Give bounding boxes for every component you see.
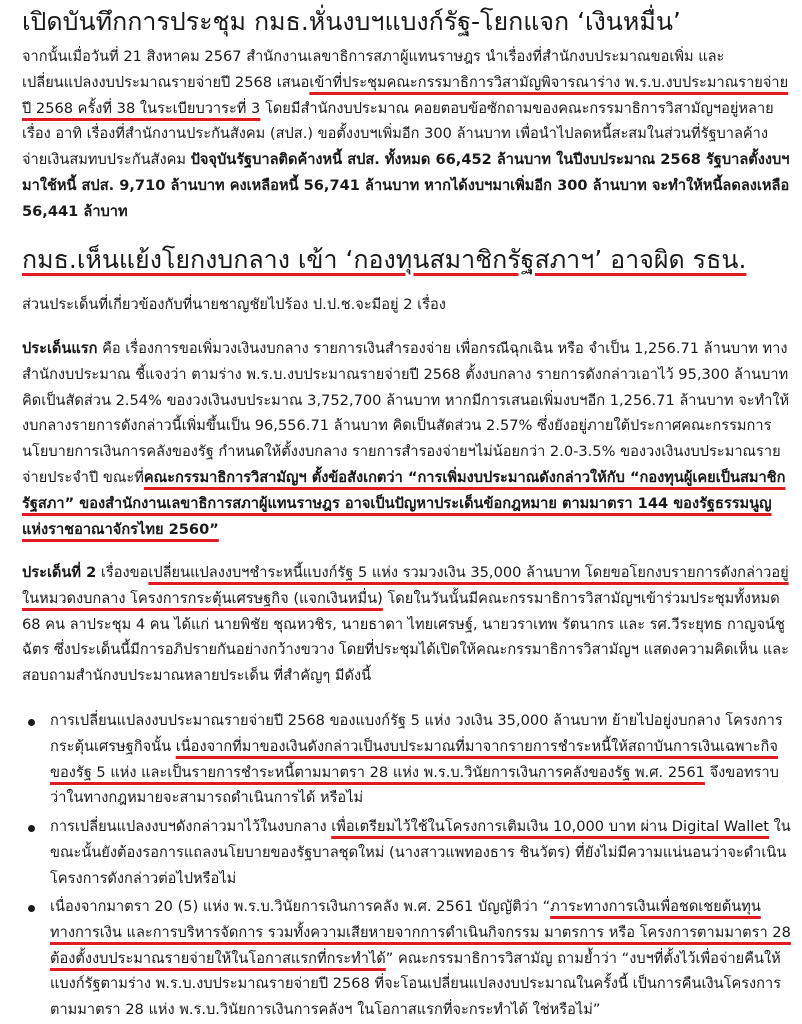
bullet-2-underline: เพื่อเตรียมไว้ใช้ในโครงการเติมเงิน 10,000 บาท ผ่าน Digital Wallet	[331, 818, 770, 835]
issue-1-lead: ประเด็นแรก	[22, 340, 98, 357]
intro-bold-debt: ปัจจุบันรัฐบาลติดค้างหนี้ สปส. ทั้งหมด 66,452 ล้านบาท ในปีงบประมาณ 2568 รัฐบาลตั้งงบฯมาใช้หนี้ สปส. 9,710 ล้านบาท คงเหลือหนี้ 56,741 ล้านบาท หากได้งบฯมาเพิ่มอีก 300 ล้านบาท จะทำให้หนี้ลดลงเหลือ 56,441 ล้าบาท	[22, 151, 790, 220]
bullet-2-text-2: ในขณะนั้นยังต้องรอการแถลงนโยบายของรัฐบาลชุดใหม่ (นางสาวแพทองธาร ชินวัตร) ที่ยังไม่มีความแน่นอนว่าจะดำเนินโครงการดังกล่าวต่อไปหรือไม่	[50, 818, 791, 887]
bullet-item-1	[22, 708, 792, 811]
bullet-1-text-1: การเปลี่ยนแปลงงบประมาณรายจ่ายปี 2568 ของแบงก์รัฐ 5 แห่ง วงเงิน 35,000 ล้านบาท ย้ายไปอยู่งบกลาง โครงการกระตุ้นเศรษฐกิจนั้น	[50, 712, 783, 755]
issue-2-text-1: เรื่องขอ	[96, 564, 149, 581]
issue-2-text-2: โดยในวันนั้นมีคณะกรรมาธิการวิสามัญฯเข้าร่วมประชุมทั้งหมด 68 คน ลาประชุม 4 คน ได้แก่ นายพิชัย ชุณหวชิร, นายธาดา ไทยเศรษฐ์, นายวราเทพ รัตนากร และ รศ.วีระยุทธ กาญจน์ชูฉัตร ซึ่งประเด็นนี้มีการอภิปรายกันอย่างกว้างขวาง โดยที่ประชุมได้เปิดให้คณะกรรมาธิการวิสามัญฯ แสดงความคิดเห็น และสอบถามสำนักงบประมาณหลายประเด็น ที่สำคัญๆ มีดังนี้	[22, 589, 789, 685]
bullet-1-text-2: จึงขอทราบว่าในทางกฎหมายจะสามารถดำเนินการได้ หรือไม่	[50, 763, 779, 807]
bullet-3-text-1: เนื่องจากมาตรา 20 (5) แห่ง พ.ร.บ.วินัยการเงินการคลัง พ.ศ. 2561 บัญญัติว่า “	[50, 898, 551, 915]
issue-2-lead: ประเด็นที่ 2	[22, 564, 97, 581]
paragraph-intro	[22, 44, 792, 225]
bullet-item-2	[22, 814, 792, 891]
bullet-1-underline: เนื่องจากที่มาของเงินดังกล่าวเป็นงบประมาณที่มาจากรายการชำระหนี้ให้สถาบันการเงินเฉพาะกิจของรัฐ 5 แห่ง และเป็นรายการชำระหนี้ตามมาตรา 28 แห่ง พ.ร.บ.วินัยการเงินการคลังของรัฐ พ.ศ. 2561	[50, 737, 778, 781]
intro-underline-1: เข้าที่ประชุมคณะกรรมาธิการวิสามัญพิจารณาร่าง พ.ร.บ.งบประมาณรายจ่ายปี 2568 ครั้งที่ 38 ในระเบียบวาระที่ 3	[22, 73, 789, 117]
bullet-dot	[28, 905, 35, 912]
bullet-dot	[28, 825, 35, 832]
issue-2-underline: เปลี่ยนแปลงงบฯชำระหนี้แบงก์รัฐ 5 แห่ง รวมวงเงิน 35,000 ล้านบาท โดยขอโยกงบรายการดังกล่าวอยู่ในหมวดงบกลาง โครงการกระตุ้นเศรษฐกิจ (แจกเงินหมื่น)	[22, 564, 789, 607]
paragraph-two-issues: ส่วนประเด็นที่เกี่ยวข้องกับที่นายชาญชัยไปร้อง ป.ป.ช.จะมีอยู่ 2 เรื่อง	[22, 296, 446, 313]
bullet-3-underline: ภาระทางการเงินเพื่อชดเชยต้นทุนทางการเงิน และการบริหารจัดการ รวมทั้งความเสียหายจากการดำเนินกิจกรรม มาตรการ หรือ โครงการตามมาตรา 28 ต้องตั้งงบประมาณรายจ่ายให้ในโอกาสแรกที่กระทำได้	[50, 898, 791, 967]
bullet-dot	[28, 719, 35, 726]
paragraph-issue-2	[22, 560, 792, 689]
section-heading-1: เปิดบันทึกการประชุม กมธ.หั่นงบฯแบงก์รัฐ-โยกแจก ‘เงินหมื่น’	[22, 7, 681, 36]
issue-1-text: คือ เรื่องการขอเพิ่มวงเงินงบกลาง รายการเงินสำรองจ่าย เพื่อกรณีฉุกเฉิน หรือ จำเป็น 1,256.71 ล้านบาท ทางสำนักงบประมาณ ชี้แจงว่า ตามร่าง พ.ร.บ.งบประมาณรายจ่ายปี 2568 ตั้งงบกลาง รายการดังกล่าวเอาไว้ 95,300 ล้านบาท คิดเป็นสัดส่วน 2.54% ของวงเงินงบประมาณ 3,752,700 ล้านบาท หากมีการเสนอเพิ่มงบฯอีก 1,256.71 ล้านบาท จะทำให้งบกลางรายการดังกล่าวนี้เพิ่มขึ้นเป็น 96,556.71 ล้านบาท คิดเป็นสัดส่วน 2.57% ซึ่งยังอยู่ภายใต้ประกาศคณะกรรมการนโยบายการเงินการคลังของรัฐ กำหนดให้ตั้งงบกลาง รายการสำรองจ่ายฯไม่น้อยกว่า 2.0-3.5% ของวงเงินงบประมาณรายจ่ายประจำปี ขณะที่	[22, 340, 790, 486]
paragraph-issue-1	[22, 336, 792, 542]
bullet-item-3	[22, 894, 792, 1023]
bullet-3-text-2: ” คณะกรรมาธิการวิสามัญ ถามย้ำว่า “งบฯที่ตั้งไว้เพื่อจ่ายคืนให้แบงก์รัฐตามร่าง พ.ร.บ.งบประมาณรายจ่ายปี 2568 ที่จะโอนเปลี่ยนแปลงงบประมาณในครั้งนี้ เป็นการคืนเงินโครงการตามมาตรา 28 แห่ง พ.ร.บ.วินัยการเงินการคลังฯ ในโอกาสแรกที่จะกระทำได้ ใช่หรือไม่”	[50, 949, 782, 1019]
bullet-2-text-1: การเปลี่ยนแปลงงบฯดังกล่าวมาไว้ในงบกลาง	[50, 818, 332, 835]
intro-text-2: โดยมีสำนักงบประมาณ คอยตอบข้อซักถามของคณะกรรมาธิการวิสามัญฯอยู่หลายเรื่อง อาทิ เรื่องที่สำนักงานประกันสังคม (สปส.) ขอตั้งงบฯเพิ่มอีก 300 ล้านบาท เพื่อนำไปลดหนี้สะสมในส่วนที่รัฐบาลค้างจ่ายเงินสมทบประกันสังคม	[22, 99, 774, 169]
section-heading-2: กมธ.เห็นแย้งโยกงบกลาง เข้า ‘กองทุนสมาชิกรัฐสภาฯ’ อาจผิด รธน.	[22, 245, 747, 274]
issue-1-underline: คณะกรรมาธิการวิสามัญฯ ตั้งข้อสังเกตว่า “การเพิ่มงบประมาณดังกล่าวให้กับ “กองทุนผู้เคยเป็นสมาชิกรัฐสภา” ของสำนักงานเลขาธิการสภาผู้แทนราษฎร อาจเป็นปัญหาประเด็นข้อกฎหมาย ตามมาตรา 144 ของรัฐธรรมนูญแห่งราชอาณาจักรไทย 2560”	[22, 468, 786, 538]
intro-text-1: จากนั้นเมื่อวันที่ 21 สิงหาคม 2567 สำนักงานเลขาธิการสภาผู้แทนราษฎร นำเรื่องที่สำนักงบประมาณขอเพิ่ม และเปลี่ยนแปลงงบประมาณรายจ่ายปี 2568 เสนอ	[22, 48, 725, 91]
